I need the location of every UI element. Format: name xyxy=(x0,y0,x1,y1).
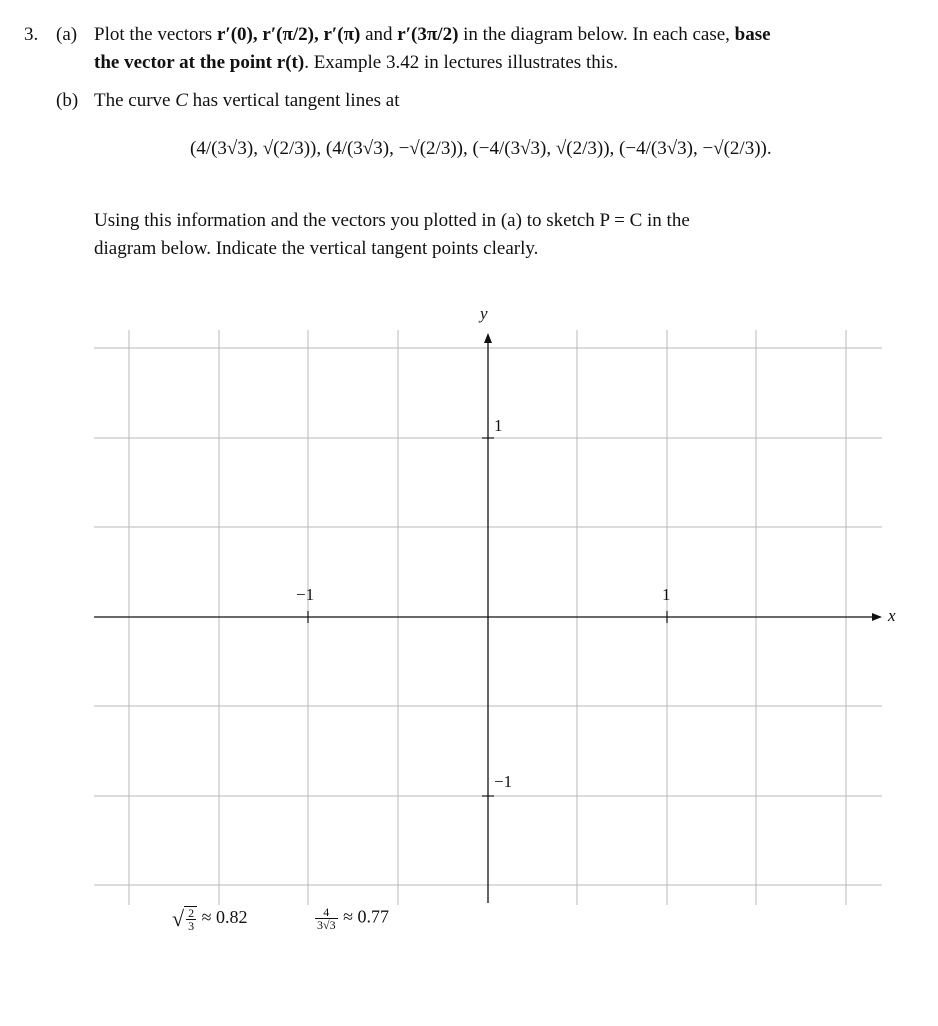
approx-sqrt-value: ≈ 0.82 xyxy=(201,907,248,928)
tick-label-x-neg1: −1 xyxy=(296,585,315,604)
approx-four-over-root3: $\frac{4}{3√3}$ ≈ 0.77 xyxy=(317,905,389,932)
problem-number: 3. xyxy=(24,24,39,45)
x-axis-label: x xyxy=(888,606,896,625)
part-a-line2-rest: . Example 3.42 in lectures illustrates this. xyxy=(304,52,619,73)
x-axis-arrow-icon xyxy=(872,613,882,621)
y-axis-arrow-icon xyxy=(484,333,492,343)
part-a-bold-point: the vector at the point xyxy=(94,52,273,73)
part-a-rt: r(t) xyxy=(276,52,305,73)
tangent-points: (4/(3√3), √(2/3)), (4/(3√3), −√(2/3)), (−4/(3√3), √(2/3)), (−4/(3√3), −√(2/3)). xyxy=(190,138,772,159)
tick-label-y-neg1: −1 xyxy=(494,772,513,791)
part-a-and: and xyxy=(365,24,393,45)
y-axis-label: y xyxy=(480,304,488,323)
part-a-last-vector: r′(3π/2) xyxy=(397,24,459,45)
part-a-vectors: r′(0), r′(π/2), r′(π) xyxy=(216,24,361,45)
part-b-curve-name: C xyxy=(175,90,188,111)
part-a-rest: in the diagram below. In each case, xyxy=(463,24,730,45)
tick-label-x-pos1: 1 xyxy=(662,585,671,604)
tick-label-y-pos1: 1 xyxy=(494,416,503,435)
part-a-intro: Plot the vectors xyxy=(94,24,213,45)
part-b-para-line2: diagram below. Indicate the vertical tangent points clearly. xyxy=(94,238,539,259)
part-b-line1-rest: has vertical tangent lines at xyxy=(192,90,400,111)
approx-sqrt-two-thirds: √ $\frac{2}{3}$ ≈ 0.82 xyxy=(172,906,248,933)
part-a-bold-base: base xyxy=(734,24,771,45)
part-b-label: (b) xyxy=(56,90,79,111)
part-b-para-line1: Using this information and the vectors you plotted in (a) to sketch P = C in the xyxy=(94,210,690,231)
part-b-intro: The curve xyxy=(94,90,171,111)
part-a-label: (a) xyxy=(56,24,78,45)
approx-four-value: ≈ 0.77 xyxy=(343,906,389,927)
radical-icon: √ xyxy=(172,906,185,931)
